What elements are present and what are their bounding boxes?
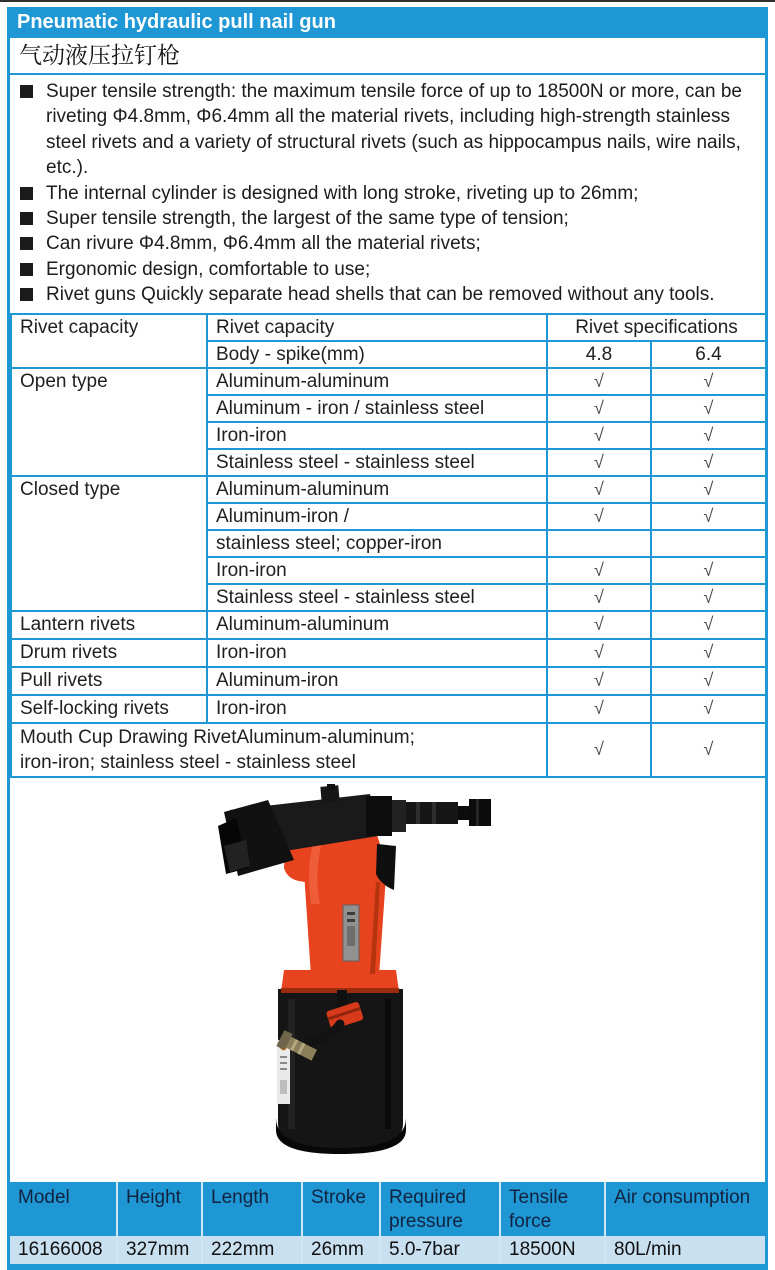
handle-label	[343, 905, 359, 961]
rivet-capacity-table	[10, 313, 767, 778]
spec-col-header: Tensile force	[500, 1182, 605, 1236]
check-cell-64: √	[651, 639, 766, 667]
spec-col-header: Model	[10, 1182, 117, 1236]
feature-item	[20, 282, 757, 307]
feature-item	[20, 231, 757, 256]
check-cell-64: √	[651, 695, 766, 723]
check-cell-64: √	[651, 422, 766, 449]
spec-value: 16166008	[10, 1236, 117, 1264]
spec-col-header: Required pressure	[380, 1182, 500, 1236]
rivet-specifications-header: Rivet specifications	[547, 314, 766, 341]
bullet-square-icon	[20, 187, 33, 200]
material-cell: Stainless steel - stainless steel	[207, 449, 547, 476]
page-top-rule	[0, 0, 775, 2]
check-cell-64: √	[651, 503, 766, 530]
rivet-type-cell: Drum rivets	[11, 639, 207, 667]
material-cell: Aluminum - iron / stainless steel	[207, 395, 547, 422]
gun-red-handle	[284, 832, 390, 976]
bullet-square-icon	[20, 237, 33, 250]
capacity-col2-header: Rivet capacity	[207, 314, 547, 341]
check-cell-64: √	[651, 476, 766, 503]
check-cell-64: √	[651, 723, 766, 777]
feature-item	[20, 206, 757, 231]
capacity-table-body	[11, 368, 766, 777]
spec-header-row	[10, 1182, 765, 1236]
check-cell-64: √	[651, 449, 766, 476]
check-cell-64: √	[651, 368, 766, 395]
bullet-square-icon	[20, 263, 33, 276]
spec-value: 222mm	[202, 1236, 302, 1264]
check-cell-48: √	[547, 723, 651, 777]
check-cell-48: √	[547, 449, 651, 476]
material-cell: Iron-iron	[207, 639, 547, 667]
spec-col-header: Length	[202, 1182, 302, 1236]
size-64-header: 6.4	[651, 341, 766, 368]
material-cell: Aluminum-aluminum	[207, 368, 547, 395]
check-cell-48	[547, 530, 651, 557]
feature-text: The internal cylinder is designed with long stroke, riveting up to 26mm;	[46, 182, 639, 204]
check-cell-48: √	[547, 476, 651, 503]
check-cell-48: √	[547, 368, 651, 395]
material-cell: Iron-iron	[207, 557, 547, 584]
size-48-header: 4.8	[547, 341, 651, 368]
features-list	[10, 75, 765, 313]
material-cell: Iron-iron	[207, 422, 547, 449]
check-cell-64: √	[651, 584, 766, 611]
mouth-cup-line: Mouth Cup Drawing RivetAluminum-aluminum;	[20, 726, 415, 748]
table-row	[11, 695, 766, 723]
spec-value: 18500N	[500, 1236, 605, 1264]
check-cell-48: √	[547, 422, 651, 449]
rivet-type-cell: Open type	[11, 368, 207, 476]
spec-value: 80L/min	[605, 1236, 765, 1264]
bullet-square-icon	[20, 212, 33, 225]
feature-text: Ergonomic design, comfortable to use;	[46, 258, 371, 280]
feature-text: Rivet guns Quickly separate head shells that can be removed without any tools.	[46, 284, 715, 306]
check-cell-64: √	[651, 667, 766, 695]
rivet-type-cell: Closed type	[11, 476, 207, 611]
mouth-cup-cell	[11, 723, 547, 777]
page-title: Pneumatic hydraulic pull nail gun	[7, 7, 768, 38]
rivet-type-cell: Lantern rivets	[11, 611, 207, 639]
check-cell-48: √	[547, 584, 651, 611]
material-cell: Aluminum-aluminum	[207, 611, 547, 639]
check-cell-48: √	[547, 503, 651, 530]
rivet-type-cell: Self-locking rivets	[11, 695, 207, 723]
check-cell-48: √	[547, 639, 651, 667]
product-sheet	[7, 7, 768, 1270]
bottom-rule	[7, 1264, 768, 1270]
spec-value: 26mm	[302, 1236, 380, 1264]
rivet-type-cell: Pull rivets	[11, 667, 207, 695]
bullet-square-icon	[20, 85, 33, 98]
spec-col-header: Air consumption	[605, 1182, 765, 1236]
capacity-col1-header: Rivet capacity	[11, 314, 207, 368]
material-cell: Aluminum-iron /	[207, 503, 547, 530]
table-row	[11, 476, 766, 503]
table-row	[11, 667, 766, 695]
spec-value: 327mm	[117, 1236, 202, 1264]
check-cell-48: √	[547, 611, 651, 639]
material-cell: Aluminum-aluminum	[207, 476, 547, 503]
material-cell: stainless steel; copper-iron	[207, 530, 547, 557]
feature-item	[20, 181, 757, 206]
spec-col-header: Stroke	[302, 1182, 380, 1236]
check-cell-64: √	[651, 557, 766, 584]
table-row	[11, 639, 766, 667]
body-spike-header: Body - spike(mm)	[207, 341, 547, 368]
check-cell-48: √	[547, 667, 651, 695]
feature-text: Super tensile strength: the maximum tensile force of up to 18500N or more, can be riveting Φ4.8mm, Φ6.4mm all the material rivets, including high-strength stainless steel rivets and a variety of structural rivets (such as hippocampus nails, wire nails, etc.).	[46, 81, 742, 179]
check-cell-64: √	[651, 611, 766, 639]
sheet-content	[7, 38, 768, 1264]
page-subtitle-chinese: 气动液压拉钉枪	[10, 38, 765, 75]
feature-text: Can rivure Φ4.8mm, Φ6.4mm all the material rivets;	[46, 233, 481, 255]
material-cell: Stainless steel - stainless steel	[207, 584, 547, 611]
material-cell: Iron-iron	[207, 695, 547, 723]
product-image-box	[10, 778, 765, 1182]
table-row	[11, 368, 766, 395]
material-cell: Aluminum-iron	[207, 667, 547, 695]
check-cell-48: √	[547, 557, 651, 584]
check-cell-48: √	[547, 395, 651, 422]
spec-value: 5.0-7bar	[380, 1236, 500, 1264]
spec-value-row	[10, 1236, 765, 1264]
table-row-mouth-cup	[11, 723, 766, 777]
check-cell-48: √	[547, 695, 651, 723]
table-row	[11, 611, 766, 639]
feature-text: Super tensile strength, the largest of the same type of tension;	[46, 208, 569, 230]
spec-col-header: Height	[117, 1182, 202, 1236]
feature-item	[20, 257, 757, 282]
mouth-cup-line: iron-iron; stainless steel - stainless steel	[20, 751, 356, 773]
feature-item	[20, 79, 757, 181]
bullet-square-icon	[20, 288, 33, 301]
check-cell-64	[651, 530, 766, 557]
spec-table	[10, 1182, 765, 1264]
rivet-gun-image	[180, 784, 600, 1178]
capacity-header-row-1	[11, 314, 766, 341]
check-cell-64: √	[651, 395, 766, 422]
